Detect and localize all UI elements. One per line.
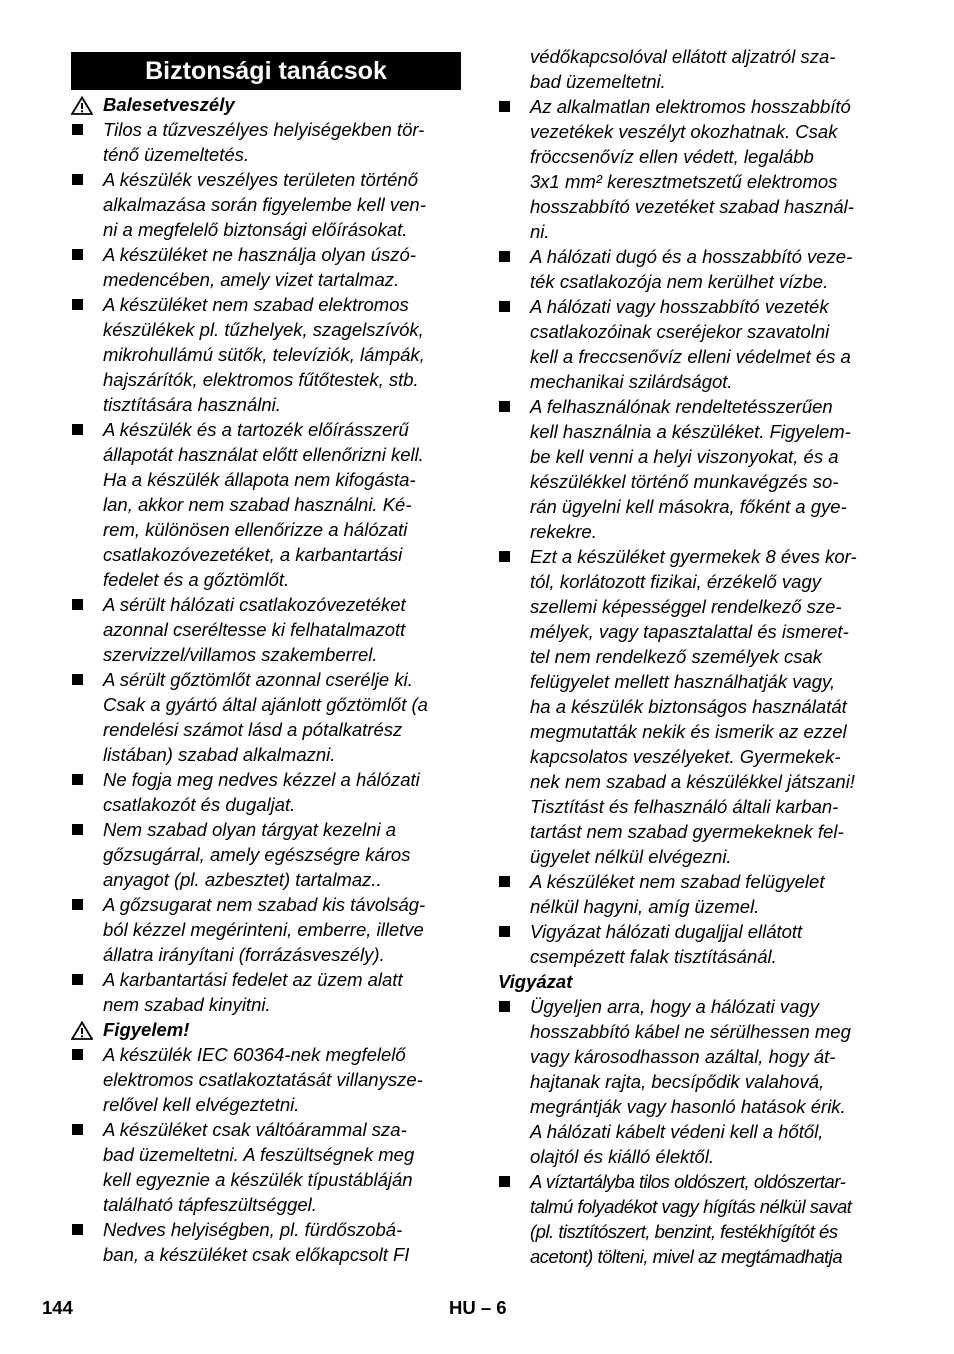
list-item: A víztartályba tilos oldószert, oldószertar- talmú folyadékot vagy hígítás nélkül savat (pl. tisztítószert, benzint, festékhígítót és acetont) tölteni, mivel az megtámadhatja (498, 1169, 890, 1269)
list-item: A készüléket nem szabad felügyelet nélkül hagyni, amíg üzemel. (498, 869, 890, 919)
list-item: A karbantartási fedelet az üzem alatt nem szabad kinyitni. (71, 967, 461, 1017)
square-bullet-icon (499, 876, 510, 887)
list-item: Ügyeljen arra, hogy a hálózati vagy hosszabbító kábel ne sérülhessen meg vagy károsodhasson azáltal, hogy át- hajtanak rajta, becsípődik valahová, megrántják vagy hasonló hatások érik. A hálózati kábelt védeni kell a hőtől, olajtól és kiálló élektől. (498, 994, 890, 1169)
list-item: A felhasználónak rendeltetésszerűen kell használnia a készüléket. Figyelem- be kell venni a helyi viszonyokat, és a készülékkel történő munkavégzés so- rán ügyelni kell másokra, főként a gye- rekekre. (498, 394, 890, 544)
attention-heading (71, 1017, 461, 1042)
list-item: A készüléket csak váltóárammal sza- bad üzemeltetni. A feszültségnek meg kell egyeznie a készülék típustábláján található tápfeszültséggel. (71, 1117, 461, 1217)
section-title: Biztonsági tanácsok (71, 52, 461, 90)
list-item: A készülék IEC 60364-nek megfelelő elektromos csatlakoztatását villanysze- relővel kell elvégeztetni. (71, 1042, 461, 1117)
right-column (498, 44, 890, 1269)
warning-triangle-icon (71, 96, 93, 115)
list-item: A készüléket ne használja olyan úszó- medencében, amely vizet tartalmaz. (71, 242, 461, 292)
list-item: A készülék veszélyes területen történő alkalmazása során figyelembe kell ven- ni a megfelelő biztonsági előírásokat. (71, 167, 461, 242)
list-item: A hálózati vagy hosszabbító vezeték csatlakozóinak cseréjekor szavatolni kell a freccsenővíz elleni védelmet és a mechanikai szilárdságot. (498, 294, 890, 394)
square-bullet-icon (499, 401, 510, 412)
list-item: Nedves helyiségben, pl. fürdőszobá- ban, a készüléket csak előkapcsolt FI (71, 1217, 461, 1267)
square-bullet-icon (72, 299, 83, 310)
square-bullet-icon (72, 674, 83, 685)
list-item: A gőzsugarat nem szabad kis távolság- ból kézzel megérinteni, emberre, illetve állatra irányítani (forrázásveszély). (71, 892, 461, 967)
list-item: Ne fogja meg nedves kézzel a hálózati csatlakozót és dugaljat. (71, 767, 461, 817)
list-item: Nem szabad olyan tárgyat kezelni a gőzsugárral, amely egészségre káros anyagot (pl. azbesztet) tartalmaz.. (71, 817, 461, 892)
left-column (71, 44, 461, 1267)
square-bullet-icon (72, 249, 83, 260)
square-bullet-icon (72, 1124, 83, 1135)
square-bullet-icon (72, 174, 83, 185)
square-bullet-icon (72, 824, 83, 835)
page-number: 144 (42, 1297, 73, 1318)
square-bullet-icon (499, 1001, 510, 1012)
list-item: Ezt a készüléket gyermekek 8 éves kor- tól, korlátozott fizikai, érzékelő vagy szellemi képességgel rendelkező sze- mélyek, vagy tapasztalattal és ismeret- tel nem rendelkező személyek csak felügyelet mellett használhatják vagy, ha a készülék biztonságos használatát megmutatták nekik és ismerik az ezzel kapcsolatos veszélyeket. Gyermekek- nek nem szabad a készülékkel játszani! Tisztítást és felhasználó általi karban- tartást nem szabad gyermekeknek fel- ügyelet nélkül elvégezni. (498, 544, 890, 869)
attention-heading-label: Figyelem! (103, 1019, 190, 1040)
list-item: Vigyázat hálózati dugaljjal ellátott csempézett falak tisztításánál. (498, 919, 890, 969)
square-bullet-icon (499, 926, 510, 937)
square-bullet-icon (499, 251, 510, 262)
danger-list (71, 117, 461, 1017)
square-bullet-icon (72, 974, 83, 985)
caution-list (498, 994, 890, 1269)
list-item: Az alkalmatlan elektromos hosszabbító vezetékek veszélyt okozhatnak. Csak fröccsenővíz ellen védett, legalább 3x1 mm² keresztmetszetű elektromos hosszabbító vezetéket szabad használ- ni. (498, 94, 890, 244)
list-item: A sérült hálózati csatlakozóvezetéket azonnal cseréltesse ki felhatalmazott szervizzel/villamos szakemberrel. (71, 592, 461, 667)
caution-heading: Vigyázat (498, 971, 573, 992)
square-bullet-icon (499, 551, 510, 562)
list-item: A készüléket nem szabad elektromos készülékek pl. tűzhelyek, szagelszívók, mikrohullámú sütők, televíziók, lámpák, hajszárítók, elektromos fűtőtestek, stb. tisztítására használni. (71, 292, 461, 417)
square-bullet-icon (72, 124, 83, 135)
attention-list (71, 1042, 461, 1267)
square-bullet-icon (72, 899, 83, 910)
square-bullet-icon (72, 774, 83, 785)
list-item: A hálózati dugó és a hosszabbító veze- ték csatlakozója nem kerülhet vízbe. (498, 244, 890, 294)
square-bullet-icon (72, 424, 83, 435)
square-bullet-icon (499, 101, 510, 112)
danger-heading (71, 92, 461, 117)
list-item: A sérült gőztömlőt azonnal cserélje ki. Csak a gyártó által ajánlott gőztömlőt (a rendelési számot lásd a pótalkatrész listában) szabad alkalmazni. (71, 667, 461, 767)
continued-text: védőkapcsolóval ellátott aljzatról sza- bad üzemeltetni. (530, 46, 836, 92)
square-bullet-icon (72, 599, 83, 610)
list-item: Tilos a tűzveszélyes helyiségekben tör- ténő üzemeltetés. (71, 117, 461, 167)
square-bullet-icon (72, 1224, 83, 1235)
list-item: A készülék és a tartozék előírásszerű állapotát használat előtt ellenőrizni kell. Ha a készülék állapota nem kifogásta- lan, akkor nem szabad használni. Ké- rem, különösen ellenőrizze a hálózati csatlakozóvezetéket, a karbantartási fedelet és a gőztömlőt. (71, 417, 461, 592)
attention-list-continued (498, 94, 890, 969)
danger-heading-label: Balesetveszély (103, 94, 235, 115)
square-bullet-icon (499, 301, 510, 312)
square-bullet-icon (499, 1176, 510, 1187)
square-bullet-icon (72, 1049, 83, 1060)
warning-triangle-icon (71, 1021, 93, 1040)
page-label: HU – 6 (449, 1297, 507, 1318)
